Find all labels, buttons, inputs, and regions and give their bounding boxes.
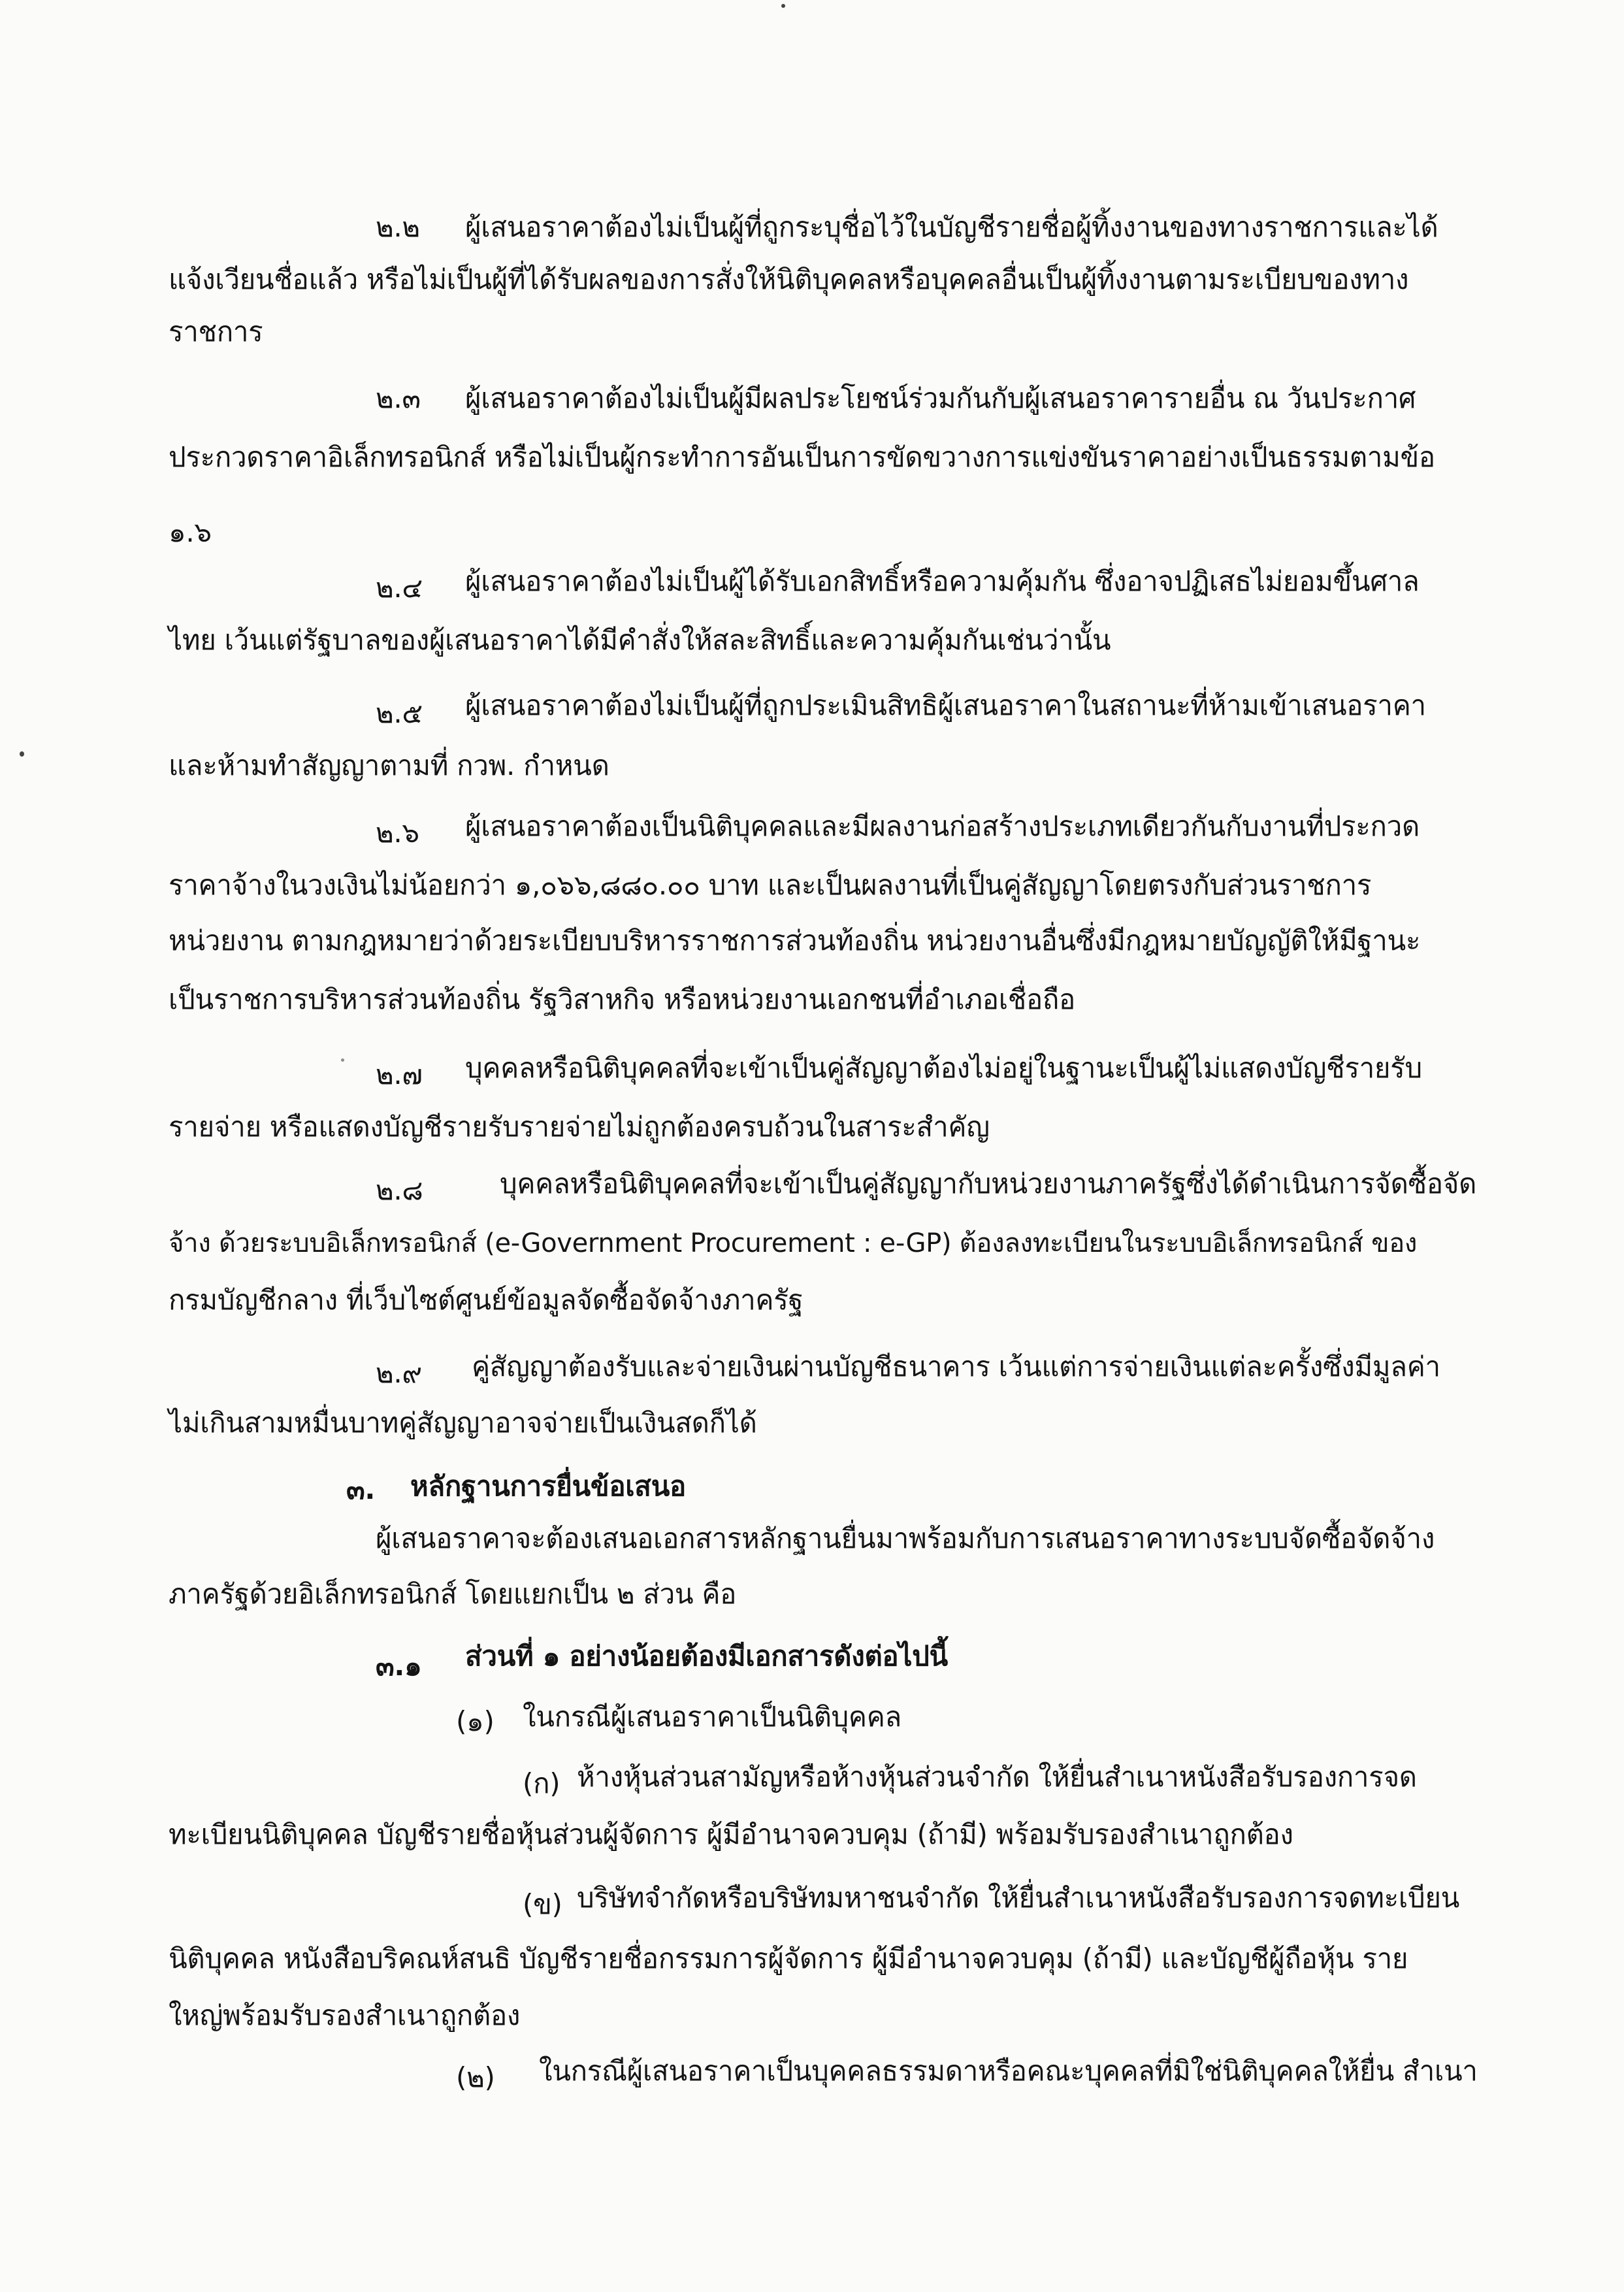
subsection-heading: ส่วนที่ ๑ อย่างน้อยต้องมีเอกสารดังต่อไปนี้ [465,1640,948,1672]
section-number: ๓. [346,1473,376,1505]
case-number: (๒) [456,2061,495,2093]
item-text-line: ผู้เสนอราคาต้องไม่เป็นผู้ได้รับเอกสิทธิ์หรือความคุ้มกัน ซึ่งอาจปฏิเสธไม่ยอมขึ้นศาล [465,565,1420,597]
item-text-line: ราชการ [169,316,263,348]
item-text-line: ผู้เสนอราคาต้องไม่เป็นผู้ที่ถูกระบุชื่อไว้ในบัญชีรายชื่อผู้ทิ้งงานของทางราชการและได้ [465,211,1438,243]
item-number: ๒.๔ [376,572,423,604]
case-text-line: ทะเบียนนิติบุคคล บัญชีรายชื่อหุ้นส่วนผู้จัดการ ผู้มีอำนาจควบคุม (ถ้ามี) พร้อมรับรองสำเนาถูกต้อง [169,1818,1293,1850]
scan-speck [341,1058,344,1062]
case-number: (ก) [523,1767,560,1799]
case-text: ในกรณีผู้เสนอราคาเป็นนิติบุคคล [523,1701,901,1733]
item-text-line: รายจ่าย หรือแสดงบัญชีรายรับรายจ่ายไม่ถูกต้องครบถ้วนในสาระสำคัญ [169,1111,990,1143]
item-number: ๒.๓ [376,382,421,414]
case-text-line: บริษัทจำกัดหรือบริษัทมหาชนจำกัด ให้ยื่นสำเนาหนังสือรับรองการจดทะเบียน [577,1882,1460,1914]
subsection-number: ๓.๑ [376,1650,422,1682]
case-number: (๑) [456,1705,495,1737]
item-text-line: กรมบัญชีกลาง ที่เว็บไซต์ศูนย์ข้อมูลจัดซื้อจัดจ้างภาครัฐ [169,1284,804,1316]
scan-speck [781,4,785,8]
item-text-line: ราคาจ้างในวงเงินไม่น้อยกว่า ๑,๐๖๖,๘๘๐.๐๐ บาท และเป็นผลงานที่เป็นคู่สัญญาโดยตรงกับส่วนราชการ [169,869,1372,901]
item-number: ๒.๒ [376,211,420,243]
item-text-line: ผู้เสนอราคาต้องไม่เป็นผู้ที่ถูกประเมินสิทธิผู้เสนอราคาในสถานะที่ห้ามเข้าเสนอราคา [465,689,1426,721]
item-text-line: จ้าง ด้วยระบบอิเล็กทรอนิกส์ (e-Government Procurement : e-GP) ต้องลงทะเบียนในระบบอิเล็กทรอนิกส์ ของ [169,1228,1418,1258]
item-text-line: บุคคลหรือนิติบุคคลที่จะเข้าเป็นคู่สัญญากับหน่วยงานภาครัฐซึ่งได้ดำเนินการจัดซื้อจัด [500,1168,1477,1200]
case-text-line: นิติบุคคล หนังสือบริคณห์สนธิ บัญชีรายชื่อกรรมการผู้จัดการ ผู้มีอำนาจควบคุม (ถ้ามี) และบัญชีผู้ถือหุ้น ราย [169,1942,1408,1974]
item-number: ๒.๘ [376,1174,423,1206]
section-intro-line: ผู้เสนอราคาจะต้องเสนอเอกสารหลักฐานยื่นมาพร้อมกับการเสนอราคาทางระบบจัดซื้อจัดจ้าง [376,1522,1435,1554]
item-number: ๒.๙ [376,1357,422,1389]
item-number: ๒.๖ [376,817,419,849]
item-number: ๒.๗ [376,1058,423,1090]
item-text-line: และห้ามทำสัญญาตามที่ กวพ. กำหนด [169,749,609,781]
case-number: (ข) [523,1888,562,1920]
item-text-line: แจ้งเวียนชื่อแล้ว หรือไม่เป็นผู้ที่ได้รับผลของการสั่งให้นิติบุคคลหรือบุคคลอื่นเป็นผู้ทิ้งงานตามระเบียบของทาง [169,263,1409,295]
item-text-line: คู่สัญญาต้องรับและจ่ายเงินผ่านบัญชีธนาคาร เว้นแต่การจ่ายเงินแต่ละครั้งซึ่งมีมูลค่า [472,1351,1440,1383]
section-heading: หลักฐานการยื่นข้อเสนอ [410,1470,686,1502]
case-text-line: ห้างหุ้นส่วนสามัญหรือห้างหุ้นส่วนจำกัด ให้ยื่นสำเนาหนังสือรับรองการจด [577,1761,1417,1793]
section-intro-line: ภาครัฐด้วยอิเล็กทรอนิกส์ โดยแยกเป็น ๒ ส่วน คือ [169,1578,737,1610]
item-text-line: หน่วยงาน ตามกฎหมายว่าด้วยระเบียบบริหารราชการส่วนท้องถิ่น หน่วยงานอื่นซึ่งมีกฎหมายบัญญัติให้มีฐานะ [169,925,1421,957]
item-text-line: ไทย เว้นแต่รัฐบาลของผู้เสนอราคาได้มีคำสั่งให้สละสิทธิ์และความคุ้มกันเช่นว่านั้น [169,624,1111,656]
item-text-line: บุคคลหรือนิติบุคคลที่จะเข้าเป็นคู่สัญญาต้องไม่อยู่ในฐานะเป็นผู้ไม่แสดงบัญชีรายรับ [465,1052,1422,1084]
scan-speck [20,751,24,757]
item-text-line: ผู้เสนอราคาต้องเป็นนิติบุคคลและมีผลงานก่อสร้างประเภทเดียวกันกับงานที่ประกวด [465,810,1420,842]
item-text-line: ประกวดราคาอิเล็กทรอนิกส์ หรือไม่เป็นผู้กระทำการอันเป็นการขัดขวางการแข่งขันราคาอย่างเป็นธรรมตามข้อ [169,441,1435,473]
case-text-line: ใหญ่พร้อมรับรองสำเนาถูกต้อง [169,1999,521,2031]
item-number: ๒.๕ [376,697,423,729]
item-text-line: เป็นราชการบริหารส่วนท้องถิ่น รัฐวิสาหกิจ หรือหน่วยงานเอกชนที่อำเภอเชื่อถือ [169,983,1075,1015]
item-text-line: ๑.๖ [169,516,212,548]
case-text: ในกรณีผู้เสนอราคาเป็นบุคคลธรรมดาหรือคณะบุคคลที่มิใช่นิติบุคคลให้ยื่น สำเนา [539,2055,1478,2087]
item-text-line: ไม่เกินสามหมื่นบาทคู่สัญญาอาจจ่ายเป็นเงินสดก็ได้ [169,1407,757,1439]
item-text-line: ผู้เสนอราคาต้องไม่เป็นผู้มีผลประโยชน์ร่วมกันกับผู้เสนอราคารายอื่น ณ วันประกาศ [465,382,1416,414]
